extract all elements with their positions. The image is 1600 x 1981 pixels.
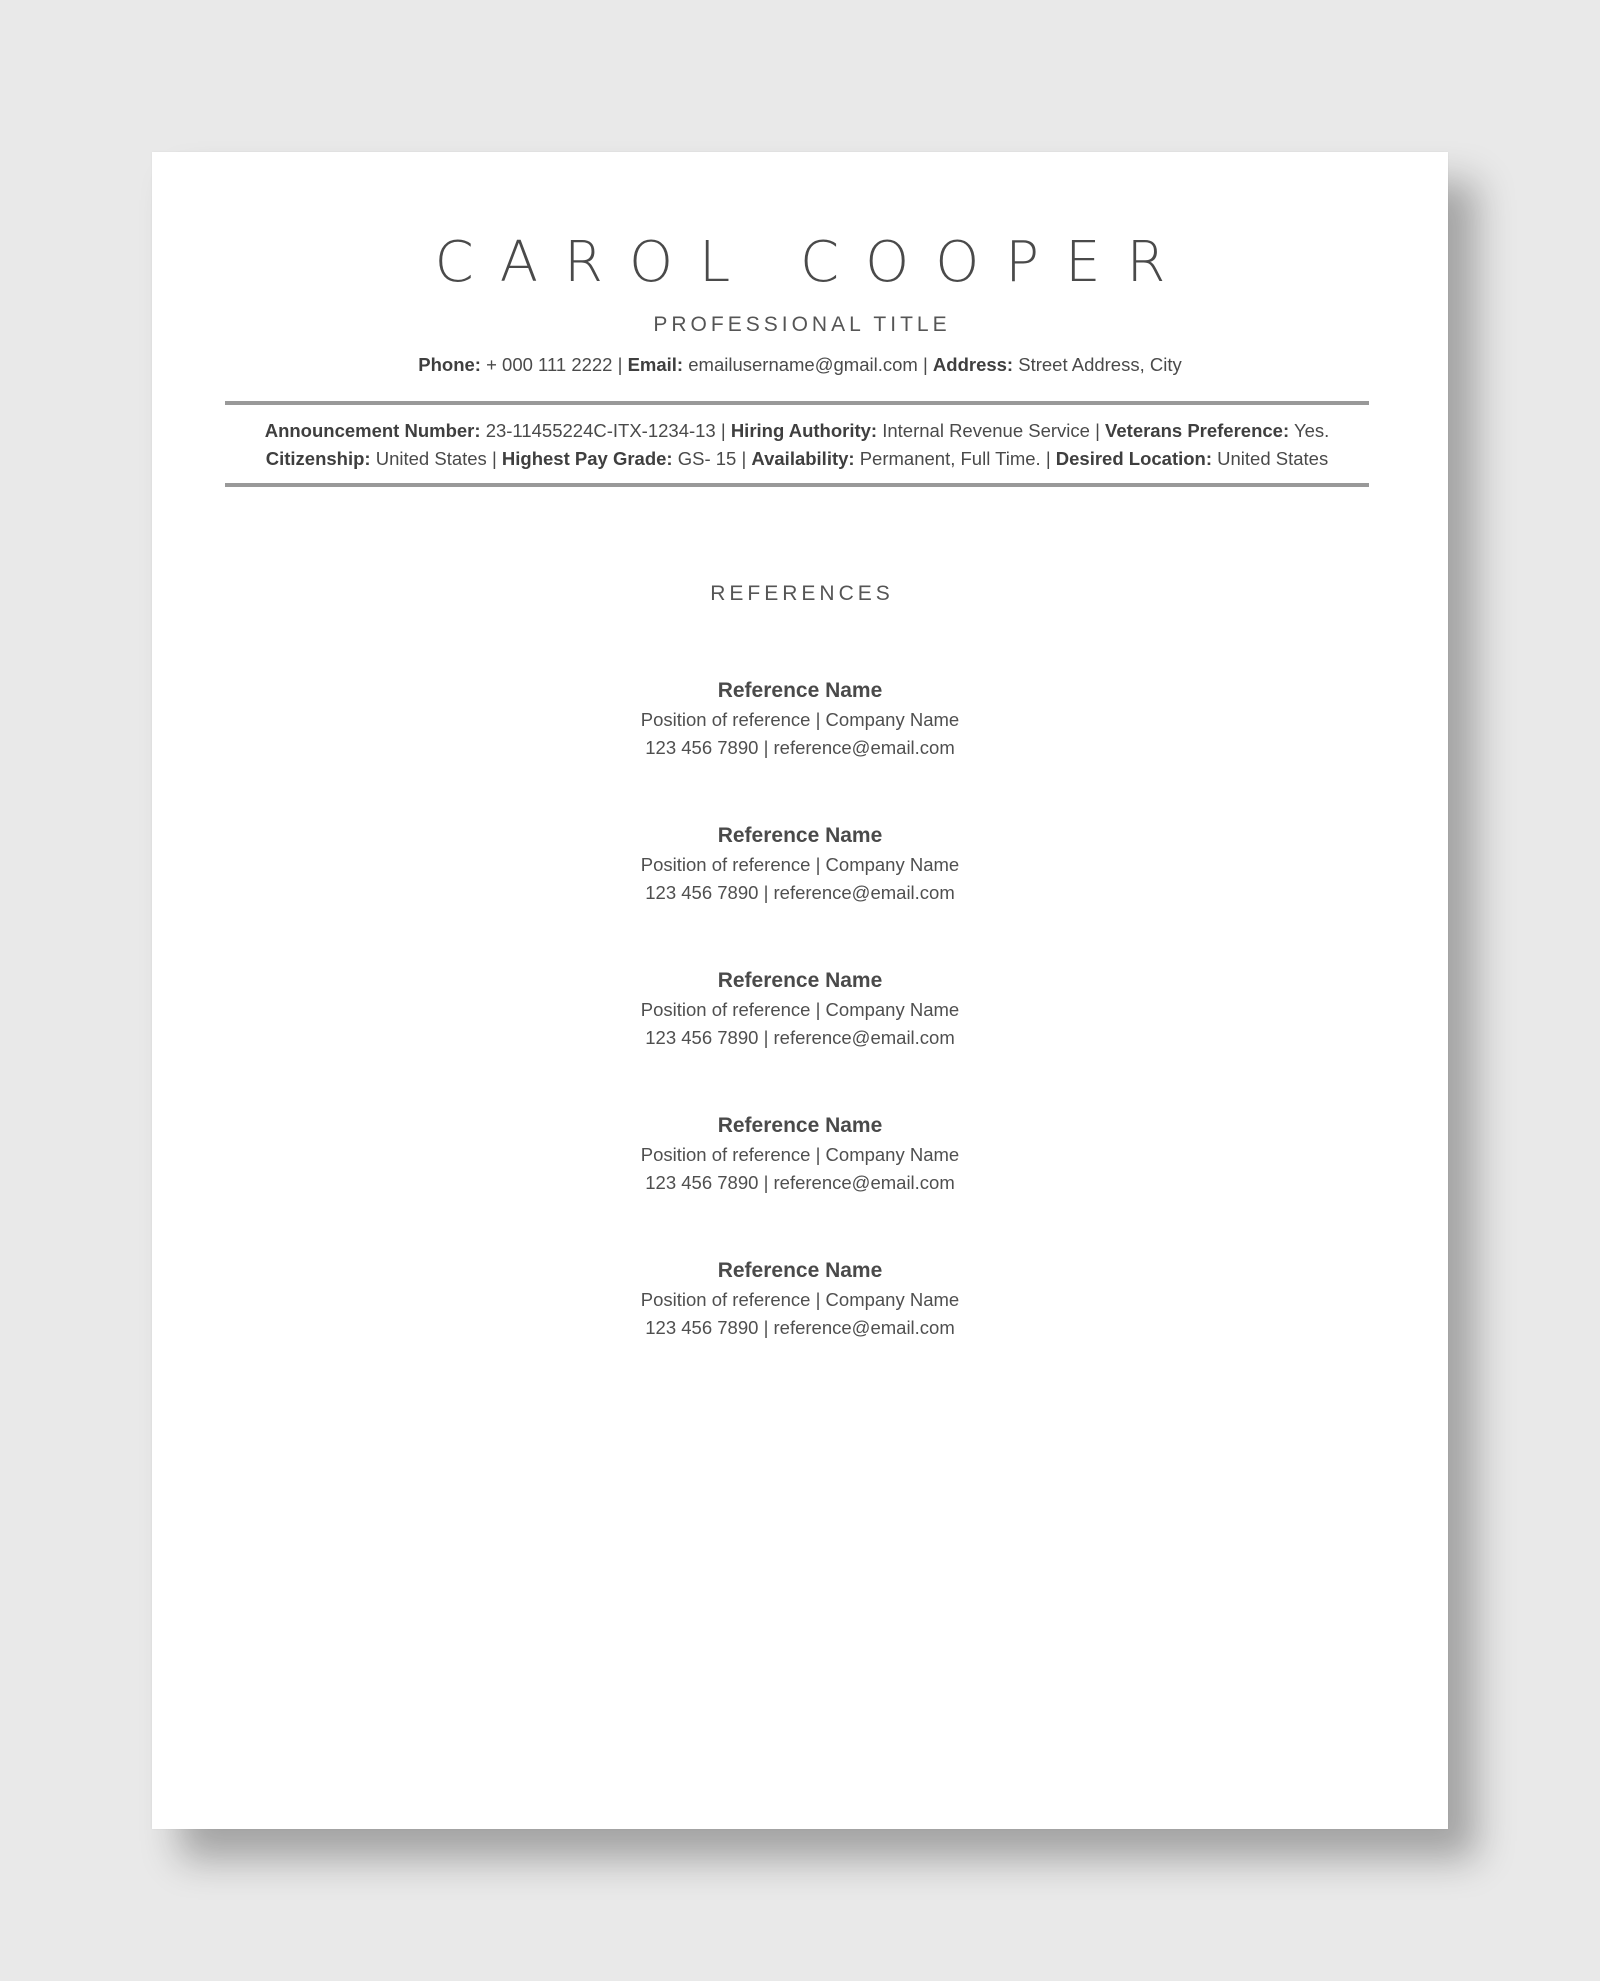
resume-header (152, 230, 1448, 337)
availability-value: Permanent, Full Time. (859, 448, 1041, 469)
reference-email[interactable]: reference@email.com (773, 1027, 955, 1048)
pay-grade-label: Highest Pay Grade: (501, 448, 673, 469)
hiring-value: Internal Revenue Service (882, 420, 1090, 441)
contact-separator: | (922, 354, 928, 375)
federal-details (225, 417, 1369, 473)
reference-item (152, 1256, 1448, 1401)
details-separator: | (1095, 420, 1100, 441)
details-separator: | (1045, 448, 1051, 469)
reference-position-line (152, 996, 1448, 1024)
reference-item (152, 676, 1448, 821)
reference-separator: | (815, 1289, 821, 1310)
reference-name: Reference Name (717, 1114, 883, 1137)
location-value: United States (1217, 448, 1329, 469)
reference-separator: | (815, 999, 821, 1020)
phone-value: + 000 111 2222 (486, 354, 613, 375)
reference-separator: | (815, 709, 821, 730)
reference-name: Reference Name (717, 1259, 883, 1282)
reference-phone: 123 456 7890 (645, 882, 759, 903)
reference-separator: | (763, 1027, 769, 1048)
reference-position: Position of reference (640, 709, 811, 730)
reference-company: Company Name (825, 1289, 960, 1310)
divider-bottom (225, 483, 1369, 487)
reference-name: Reference Name (717, 824, 883, 847)
references-heading: REFERENCES (710, 582, 894, 605)
details-separator: | (491, 448, 497, 469)
availability-label: Availability: (751, 448, 855, 469)
reference-position: Position of reference (640, 1144, 811, 1165)
email-label: Email: (627, 354, 684, 375)
reference-contact-line (152, 1024, 1448, 1052)
address-label: Address: (932, 354, 1014, 375)
announcement-value: 23-11455224C-ITX-1234-13 (485, 420, 716, 441)
veterans-value: Yes. (1293, 420, 1330, 441)
reference-item (152, 1111, 1448, 1256)
reference-contact-line (152, 1169, 1448, 1197)
reference-email[interactable]: reference@email.com (773, 737, 955, 758)
reference-phone: 123 456 7890 (645, 1172, 759, 1193)
reference-separator: | (763, 1317, 769, 1338)
reference-position-line (152, 1286, 1448, 1314)
reference-company: Company Name (825, 1144, 960, 1165)
phone-label: Phone: (418, 354, 481, 375)
reference-phone: 123 456 7890 (645, 1027, 759, 1048)
reference-name: Reference Name (717, 679, 883, 702)
details-separator: | (720, 420, 726, 441)
divider-top (225, 401, 1369, 405)
reference-position-line (152, 1141, 1448, 1169)
reference-phone: 123 456 7890 (645, 1317, 759, 1338)
reference-phone: 123 456 7890 (645, 737, 759, 758)
address-value: Street Address, City (1018, 354, 1182, 375)
reference-company: Company Name (825, 709, 960, 730)
reference-email[interactable]: reference@email.com (773, 1317, 955, 1338)
pay-grade-value: GS- 15 (677, 448, 737, 469)
reference-position: Position of reference (640, 1289, 811, 1310)
resume-page (152, 152, 1448, 1829)
contact-line (152, 354, 1448, 376)
reference-contact-line (152, 1314, 1448, 1342)
contact-separator: | (617, 354, 623, 375)
citizenship-value: United States (375, 448, 487, 469)
reference-position-line (152, 706, 1448, 734)
announcement-label: Announcement Number: (264, 420, 481, 441)
citizenship-label: Citizenship: (265, 448, 371, 469)
reference-item (152, 821, 1448, 966)
hiring-label: Hiring Authority: (730, 420, 878, 441)
reference-contact-line (152, 879, 1448, 907)
reference-position: Position of reference (640, 854, 811, 875)
professional-title: PROFESSIONAL TITLE (653, 313, 951, 336)
details-line-2 (225, 445, 1369, 473)
reference-contact-line (152, 734, 1448, 762)
reference-separator: | (815, 854, 821, 875)
reference-company: Company Name (825, 999, 960, 1020)
reference-email[interactable]: reference@email.com (773, 882, 955, 903)
details-line-1 (225, 417, 1369, 445)
reference-separator: | (763, 1172, 769, 1193)
details-separator: | (741, 448, 747, 469)
reference-item (152, 966, 1448, 1111)
reference-separator: | (763, 882, 769, 903)
reference-company: Company Name (825, 854, 960, 875)
email-value[interactable]: emailusername@gmail.com (688, 354, 918, 375)
reference-position: Position of reference (640, 999, 811, 1020)
candidate-name: CAROL COOPER (434, 230, 1192, 295)
reference-separator: | (763, 737, 769, 758)
veterans-label: Veterans Preference: (1105, 420, 1290, 441)
reference-email[interactable]: reference@email.com (773, 1172, 955, 1193)
location-label: Desired Location: (1055, 448, 1213, 469)
reference-name: Reference Name (717, 969, 883, 992)
reference-position-line (152, 851, 1448, 879)
references-list (152, 676, 1448, 1401)
reference-separator: | (815, 1144, 821, 1165)
